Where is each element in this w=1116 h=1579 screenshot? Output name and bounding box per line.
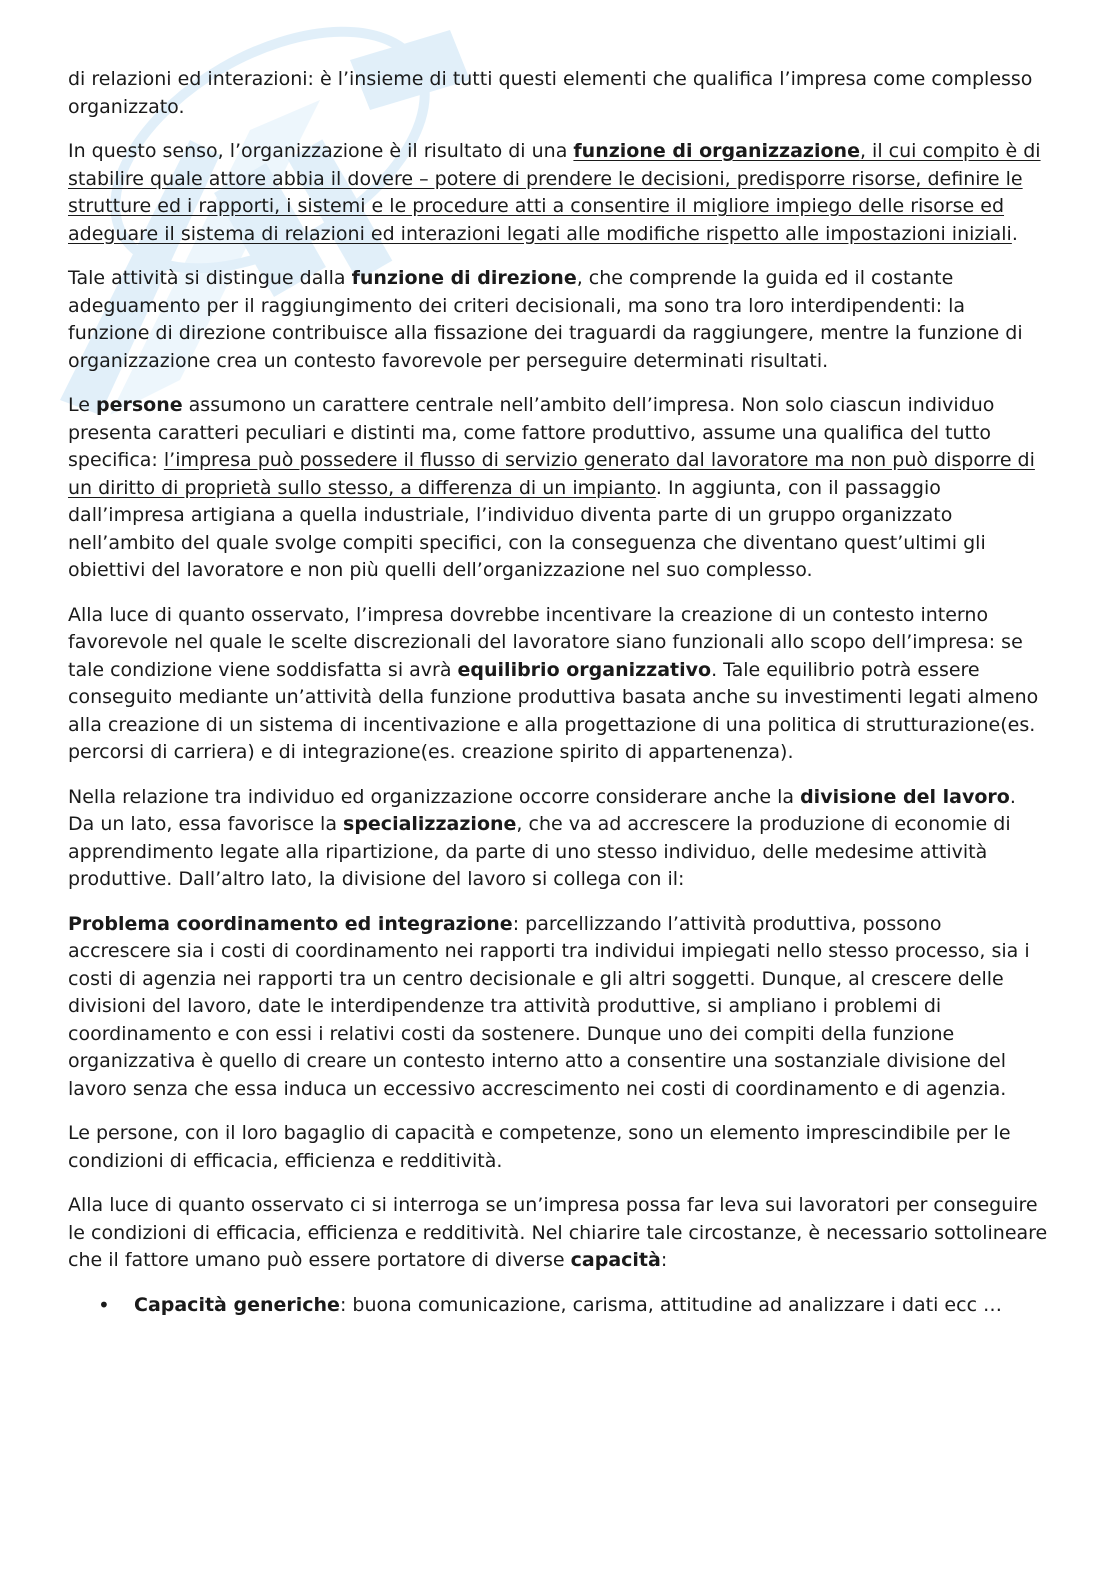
- term-capacita-generiche: Capacità generiche: [134, 1293, 340, 1316]
- paragraph-equilibrio-organizzativo: Alla luce di quanto osservato, l’impresa dovrebbe incentivare la creazione di un contesto interno favorevole nel quale le scelte discrezionali del lavoratore siano funzionali allo scopo dell’impresa: se tale condizione viene soddisfatta si avrà equilibrio organizzativo. Tale equilibrio potrà essere conseguito mediante un’attività della funzione produttiva basata anche su investimenti legati almeno alla creazione di un sistema di incentivazione e alla progettazione di una politica di strutturazione(es. percorsi di carriera) e di integrazione(es. creazione spirito di appartenenza).: [68, 603, 1039, 763]
- capacita-list: [68, 1292, 1048, 1320]
- term-specializzazione: specializzazione: [343, 813, 517, 835]
- term-funzione-direzione: funzione di direzione: [351, 267, 577, 289]
- term-capacita: capacità: [570, 1249, 661, 1271]
- paragraph-relazioni: di relazioni ed interazioni: è l’insieme di tutti questi elementi che qualifica l’impresa come complesso organizzato.: [68, 68, 1033, 118]
- term-problema-coordinamento: Problema coordinamento ed integrazione: [68, 912, 513, 935]
- underlined-impresa-flusso: l’impresa può possedere il flusso di servizio generato dal lavoratore ma non può disporre di un diritto di proprietà sullo stesso, a differenza di un impianto: [68, 449, 1035, 499]
- term-divisione-lavoro: divisione del lavoro: [800, 785, 1010, 808]
- term-equilibrio-organizzativo: equilibrio organizzativo: [457, 658, 712, 681]
- list-item: • Capacità generiche: buona comunicazione, carisma, attitudine ad analizzare i dati ecc …: [134, 1292, 1048, 1320]
- paragraph-divisione-lavoro: Nella relazione tra individuo ed organizzazione occorre considerare anche la divisione del lavoro. Da un lato, essa favorisce la specializzazione, che va ad accrescere la produzione di economie di apprendimento legate alla ripartizione, da parte di uno stesso individuo, delle medesime attività produttive. Dall’altro lato, la divisione del lavoro si collega con il:: [68, 785, 1016, 890]
- paragraph-funzione-direzione: Tale attività si distingue dalla funzione di direzione, che comprende la guida ed il costante adeguamento per il raggiungimento dei criteri decisionali, ma sono tra loro interdipendenti: la funzione di direzione contribuisce alla fissazione dei traguardi da raggiungere, mentre la funzione di organizzazione crea un contesto favorevole per perseguire determinati risultati.: [68, 267, 1023, 372]
- term-persone: persone: [95, 394, 183, 416]
- document-page: [68, 66, 1048, 1319]
- paragraph-persone-capacita: Le persone, con il loro bagaglio di capacità e competenze, sono un elemento imprescindibile per le condizioni di efficacia, efficienza e redditività.: [68, 1122, 1011, 1172]
- paragraph-problema-coordinamento: Problema coordinamento ed integrazione: parcellizzando l’attività produttiva, possono accrescere sia i costi di coordinamento nei rapporti tra individui impiegati nello stesso processo, sia i costi di agenzia nei rapporti tra un centro decisionale e gli altri soggetti. Dunque, al crescere delle divisioni del lavoro, date le interdipendenze tra attività produttive, si ampliano i problemi di coordinamento e con essi i relativi costi da sostenere. Dunque uno dei compiti della funzione organizzativa è quello di creare un contesto interno atto a consentire una sostanziale divisione del lavoro senza che essa induca un eccessivo accrescimento nei costi di coordinamento e di agenzia.: [68, 912, 1030, 1100]
- paragraph-funzione-organizzazione: In questo senso, l’organizzazione è il risultato di una funzione di organizzazione, il cui compito è di stabilire quale attore abbia il dovere – potere di prendere le decisioni, predisporre risorse, definire le strutture ed i rapporti, i sistemi e le procedure atti a consentire il migliore impiego delle risorse ed adeguare il sistema di relazioni ed interazioni legati alle modifiche rispetto alle impostazioni iniziali.: [68, 140, 1041, 245]
- term-funzione-organizzazione: funzione di organizzazione: [573, 140, 860, 162]
- paragraph-persone: Le persone assumono un carattere centrale nell’ambito dell’impresa. Non solo ciascun individuo presenta caratteri peculiari e distinti ma, come fattore produttivo, assume una qualifica del tutto specifica: l’impresa può possedere il flusso di servizio generato dal lavoratore ma non può disporre di un diritto di proprietà sullo stesso, a differenza di un impianto. In aggiunta, con il passaggio dall’impresa artigiana a quella industriale, l’individuo diventa parte di un gruppo organizzato nell’ambito del quale svolge compiti specifici, con la conseguenza che diventano quest’ultimi gli obiettivi del lavoratore e non più quelli dell’organizzazione nel suo complesso.: [68, 394, 1035, 581]
- paragraph-capacita: Alla luce di quanto osservato ci si interroga se un’impresa possa far leva sui lavoratori per conseguire le condizioni di efficacia, efficienza e redditività. Nel chiarire tale circostanze, è necessario sottolineare che il fattore umano può essere portatore di diverse capacità:: [68, 1194, 1048, 1271]
